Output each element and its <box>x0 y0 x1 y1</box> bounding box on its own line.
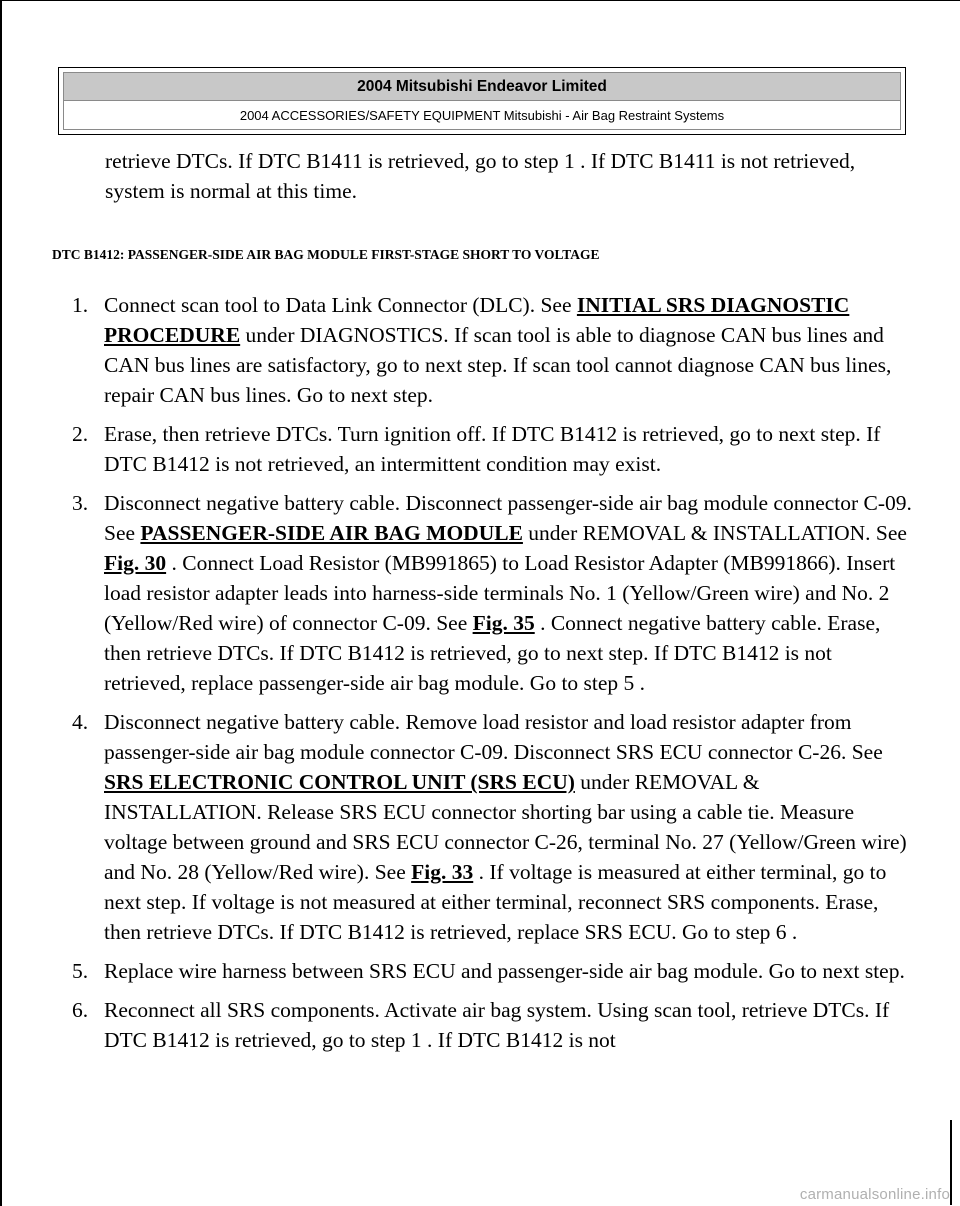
step-text: Disconnect negative battery cable. Disconnect passenger-side air bag module connector C-09. See <box>104 491 912 545</box>
step-number: 2. <box>72 422 89 446</box>
header-title: 2004 Mitsubishi Endeavor Limited <box>64 73 900 101</box>
page-edge <box>950 1120 952 1205</box>
step-text: under REMOVAL & INSTALLATION. Release SRS ECU connector shorting bar using a cable tie. Measure voltage between ground and SRS ECU connector C-26, terminal No. 27 (Yellow/Green wire) and No. 28 (Yellow/Red wire). See <box>104 770 907 884</box>
link-initial-srs-diagnostic-procedure[interactable]: INITIAL SRS DIAGNOSTIC PROCEDURE <box>104 293 850 347</box>
step-text: . If voltage is measured at either terminal, go to next step. If voltage is not measured at either terminal, reconnect SRS components. Erase, then retrieve DTCs. If DTC B1412 is retrieved, replace SRS ECU. Go to step 6 . <box>104 860 887 944</box>
site-watermark: carmanualsonline.info <box>799 1186 950 1203</box>
link-passenger-side-air-bag-module[interactable]: PASSENGER-SIDE AIR BAG MODULE <box>140 521 523 545</box>
step-item <box>62 290 912 410</box>
step-number: 6. <box>72 998 89 1022</box>
step-item <box>62 488 912 698</box>
step-item <box>62 419 912 479</box>
step-text: Reconnect all SRS components. Activate air bag system. Using scan tool, retrieve DTCs. If DTC B1412 is retrieved, go to step 1 . If DTC B1412 is not <box>104 998 890 1052</box>
step-text: Disconnect negative battery cable. Remove load resistor and load resistor adapter from passenger-side air bag module connector C-09. Disconnect SRS ECU connector C-26. See <box>104 710 883 764</box>
document-header <box>58 67 906 135</box>
step-number: 5. <box>72 959 89 983</box>
link-srs-electronic-control-unit[interactable]: SRS ELECTRONIC CONTROL UNIT (SRS ECU) <box>104 770 575 794</box>
step-text: Erase, then retrieve DTCs. Turn ignition off. If DTC B1412 is retrieved, go to next step. If DTC B1412 is not retrieved, an intermittent condition may exist. <box>104 422 881 476</box>
step-item <box>62 995 912 1055</box>
step-number: 3. <box>72 491 89 515</box>
procedure-steps <box>62 290 912 1064</box>
step-item <box>62 707 912 947</box>
link-fig-35[interactable]: Fig. 35 <box>472 611 535 635</box>
header-subtitle: 2004 ACCESSORIES/SAFETY EQUIPMENT Mitsubishi - Air Bag Restraint Systems <box>239 108 725 123</box>
link-fig-30[interactable]: Fig. 30 <box>104 551 167 575</box>
step-text: under DIAGNOSTICS. If scan tool is able to diagnose CAN bus lines and CAN bus lines are satisfactory, go to next step. If scan tool cannot diagnose CAN bus lines, repair CAN bus lines. Go to next step. <box>104 323 892 407</box>
step-number: 4. <box>72 710 89 734</box>
step-text: . Connect negative battery cable. Erase, then retrieve DTCs. If DTC B1412 is retrieved, go to next step. If DTC B1412 is not retrieved, replace passenger-side air bag module. Go to step 5 . <box>104 611 881 695</box>
section-heading: DTC B1412: PASSENGER-SIDE AIR BAG MODULE FIRST-STAGE SHORT TO VOLTAGE <box>52 247 600 262</box>
step-text: under REMOVAL & INSTALLATION. See <box>522 521 907 545</box>
step-number: 1. <box>72 293 89 317</box>
header-inner-frame <box>63 72 901 130</box>
step-text: Replace wire harness between SRS ECU and passenger-side air bag module. Go to next step. <box>104 959 905 983</box>
intro-paragraph: retrieve DTCs. If DTC B1411 is retrieved, go to step 1 . If DTC B1411 is not retrieved, system is normal at this time. <box>105 149 856 203</box>
step-text: . Connect Load Resistor (MB991865) to Load Resistor Adapter (MB991866). Insert load resistor adapter leads into harness-side terminals No. 1 (Yellow/Green wire) and No. 2 (Yellow/Red wire) of connector C-09. See <box>104 551 896 635</box>
link-fig-33[interactable]: Fig. 33 <box>411 860 474 884</box>
step-item <box>62 956 912 986</box>
step-text: Connect scan tool to Data Link Connector (DLC). See <box>104 293 577 317</box>
